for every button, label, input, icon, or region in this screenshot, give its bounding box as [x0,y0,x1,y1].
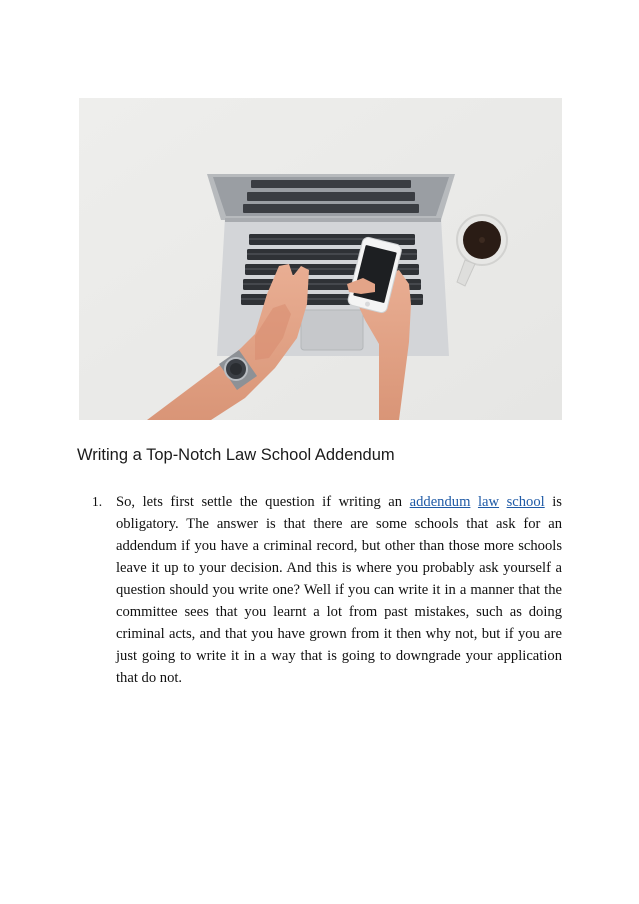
link-law[interactable]: law [477,494,500,510]
paragraph [116,491,562,689]
list-number: 1. [92,494,103,509]
link-school[interactable]: school [506,494,545,510]
link-addendum[interactable]: addendum [409,494,471,510]
numbered-list [92,491,562,689]
laptop-phone-coffee-photo [79,98,562,420]
list-item [92,491,562,689]
paragraph-text-after: is obligatory. The answer is that there are some schools that ask for an addendum if you have a criminal record, but other than those more schools leave it up to your decision. And this is where you probably ask yourself a question should you write one? Well if you can write it in a manner that the committee sees that you learnt a lot from past mistakes, such as doing criminal acts, and that you have grown from it then why not, but if you are just going to write it in a way that is going to downgrade your application that do not. [116,494,562,686]
page-title: Writing a Top-Notch Law School Addendum [77,446,395,464]
paragraph-text-before: So, lets first settle the question if writing an [116,494,410,510]
